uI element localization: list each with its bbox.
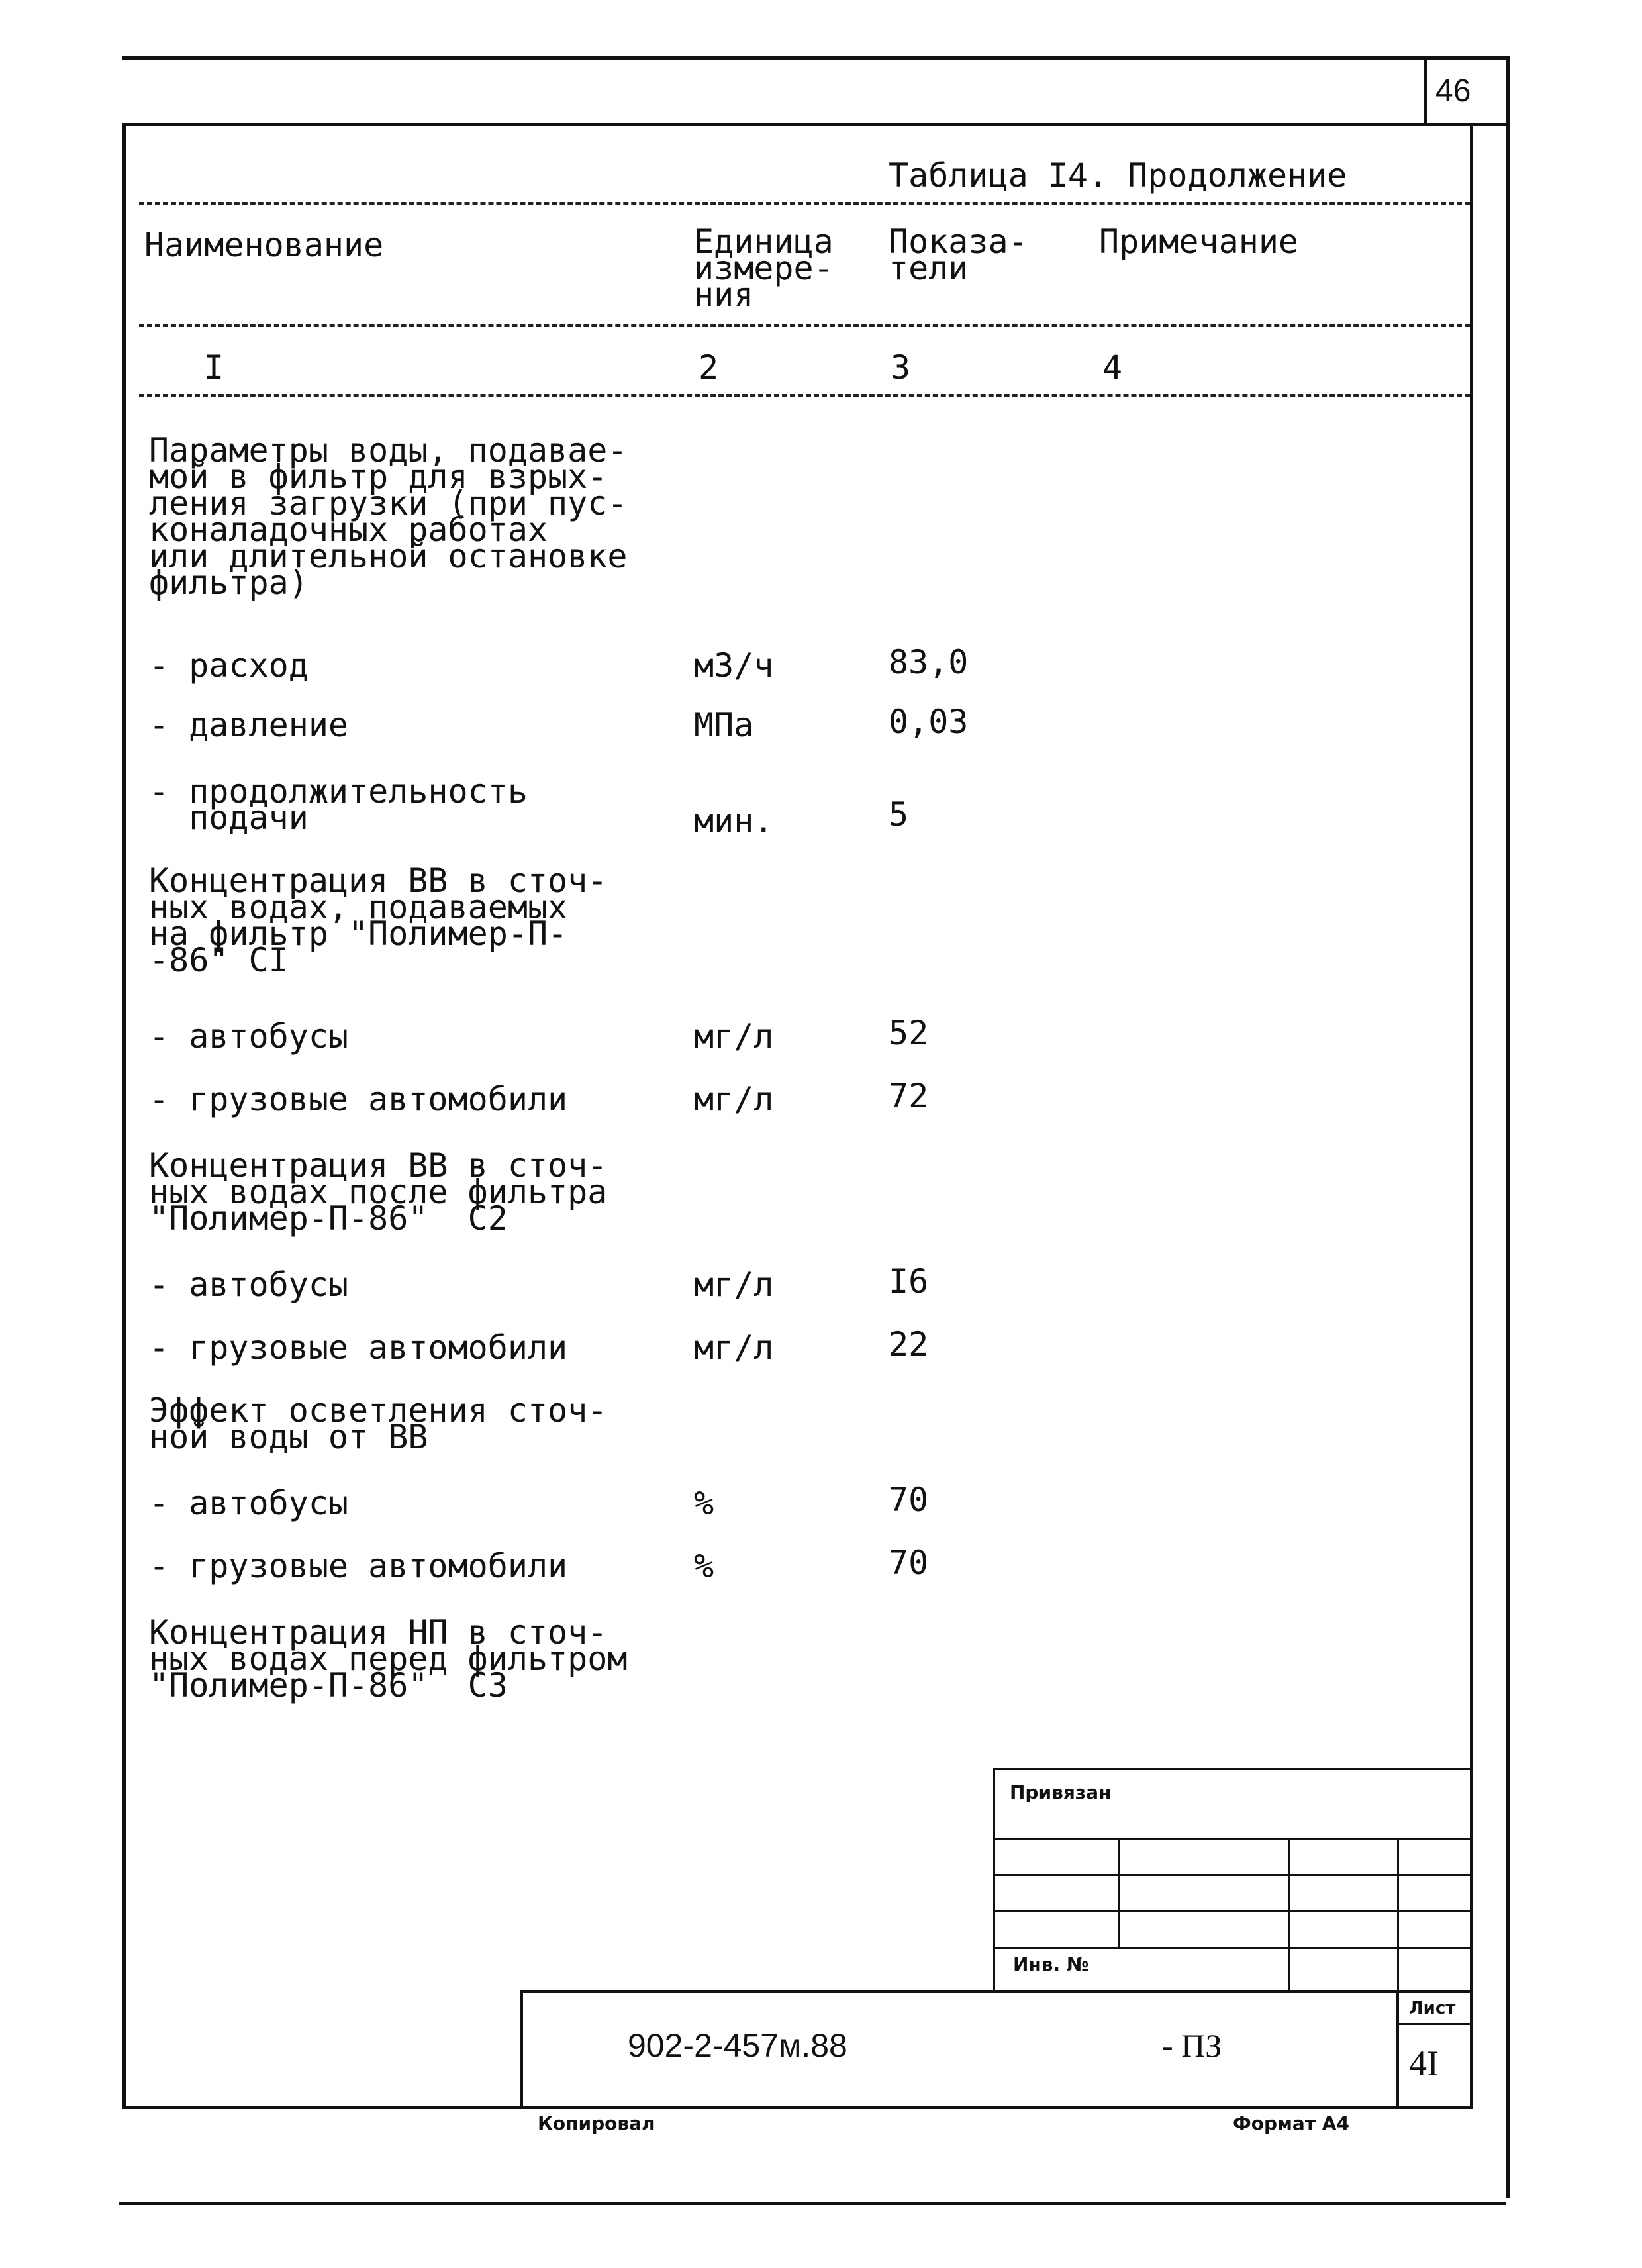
row-name: - автобусы — [149, 1017, 349, 1056]
stamp-line — [993, 1768, 1473, 1770]
row-name: - продолжительность подачи — [149, 772, 528, 837]
page-number-box-left — [1424, 56, 1427, 123]
row-value: 52 — [889, 1014, 929, 1052]
row-name: - грузовые автомобили — [149, 1328, 568, 1367]
row-value: 0,03 — [889, 703, 969, 741]
header-name: Наименование — [144, 226, 384, 264]
header-note: Примечание — [1099, 222, 1299, 261]
column-number-4: 4 — [1102, 348, 1123, 387]
stamp-line — [1118, 1838, 1120, 1947]
row-name: Концентрация ВВ в сточ- ных водах после фильтра "Полимер-П-86" C2 — [149, 1146, 608, 1238]
frame-top-line — [122, 123, 1506, 126]
row-name: - давление — [149, 706, 349, 744]
row-value: 70 — [889, 1481, 929, 1519]
frame-left-line — [122, 123, 126, 2109]
row-value: 5 — [889, 795, 909, 834]
outer-right-line — [1506, 56, 1510, 2198]
copied-label: Копировал — [538, 2112, 655, 2134]
row-unit: мг/л — [694, 1080, 774, 1118]
column-number-3: 3 — [891, 348, 911, 387]
row-unit: мг/л — [694, 1328, 774, 1367]
row-value: I6 — [889, 1262, 929, 1301]
frame-right-line — [1470, 123, 1473, 2109]
title-block-left-line — [520, 1990, 523, 2109]
row-unit: м3/ч — [694, 646, 774, 685]
format-label: Формат А4 — [1233, 2112, 1349, 2134]
column-number-2: 2 — [699, 348, 719, 387]
row-name: Концентрация НП в сточ- ных водах перед фильтром "Полимер-П-86" C3 — [149, 1613, 628, 1704]
header-unit: Единица измере- ния — [694, 222, 834, 314]
sheet-cell-divider — [1396, 2023, 1472, 2025]
table-caption: Таблица I4. Продолжение — [889, 156, 1347, 195]
row-name: Концентрация ВВ в сточ- ных водах, подаваемых на фильтр "Полимер-П- -86" CI — [149, 862, 608, 979]
sheet-cell-left-line — [1396, 1990, 1399, 2109]
header-value: Показа- тели — [889, 222, 1028, 287]
row-unit: % — [694, 1547, 714, 1585]
page-number: 46 — [1435, 74, 1471, 109]
stamp-line — [993, 1910, 1473, 1912]
top-border-line — [122, 56, 1506, 60]
stamp-line — [993, 1874, 1473, 1876]
header-top-dash — [139, 202, 1470, 205]
column-number-1: I — [204, 348, 224, 387]
row-name: - грузовые автомобили — [149, 1080, 568, 1118]
row-value: 83,0 — [889, 643, 969, 681]
row-value: 70 — [889, 1544, 929, 1582]
row-value: 22 — [889, 1325, 929, 1363]
row-name: - автобусы — [149, 1484, 349, 1522]
title-block-top-line — [520, 1990, 1473, 1993]
sheet-number: 4I — [1409, 2044, 1439, 2083]
sheet-label: Лист — [1409, 1998, 1456, 2018]
row-unit: МПа — [694, 706, 754, 744]
row-name: - грузовые автомобили — [149, 1547, 568, 1585]
row-value: 72 — [889, 1077, 929, 1115]
row-name: Параметры воды, подавае- мой в фильтр для взрых- ления загрузки (при пус- коналадочных работах или длительной остановке фильтра) — [149, 431, 628, 602]
page-bottom-line — [119, 2202, 1506, 2205]
document-suffix: - ПЗ — [1162, 2027, 1222, 2064]
row-name: Эффект осветления сточ- ной воды от ВВ — [149, 1391, 608, 1456]
column-numbers-dash — [139, 394, 1470, 397]
privyazan-label: Привязан — [1010, 1781, 1112, 1803]
stamp-line — [993, 1838, 1473, 1840]
row-unit: % — [694, 1484, 714, 1522]
row-unit: мг/л — [694, 1265, 774, 1304]
frame-bottom-line — [122, 2106, 1473, 2109]
stamp-line — [1288, 1838, 1290, 1990]
row-name: - расход — [149, 646, 309, 685]
stamp-line — [993, 1768, 995, 1993]
header-bottom-dash — [139, 324, 1470, 327]
stamp-line — [993, 1947, 1473, 1949]
row-unit: мин. — [694, 802, 774, 840]
row-name: - автобусы — [149, 1265, 349, 1304]
row-unit: мг/л — [694, 1017, 774, 1056]
document-code: 902-2-457м.88 — [628, 2027, 847, 2064]
inv-number-label: Инв. № — [1013, 1953, 1089, 1975]
stamp-line — [1397, 1838, 1399, 1990]
